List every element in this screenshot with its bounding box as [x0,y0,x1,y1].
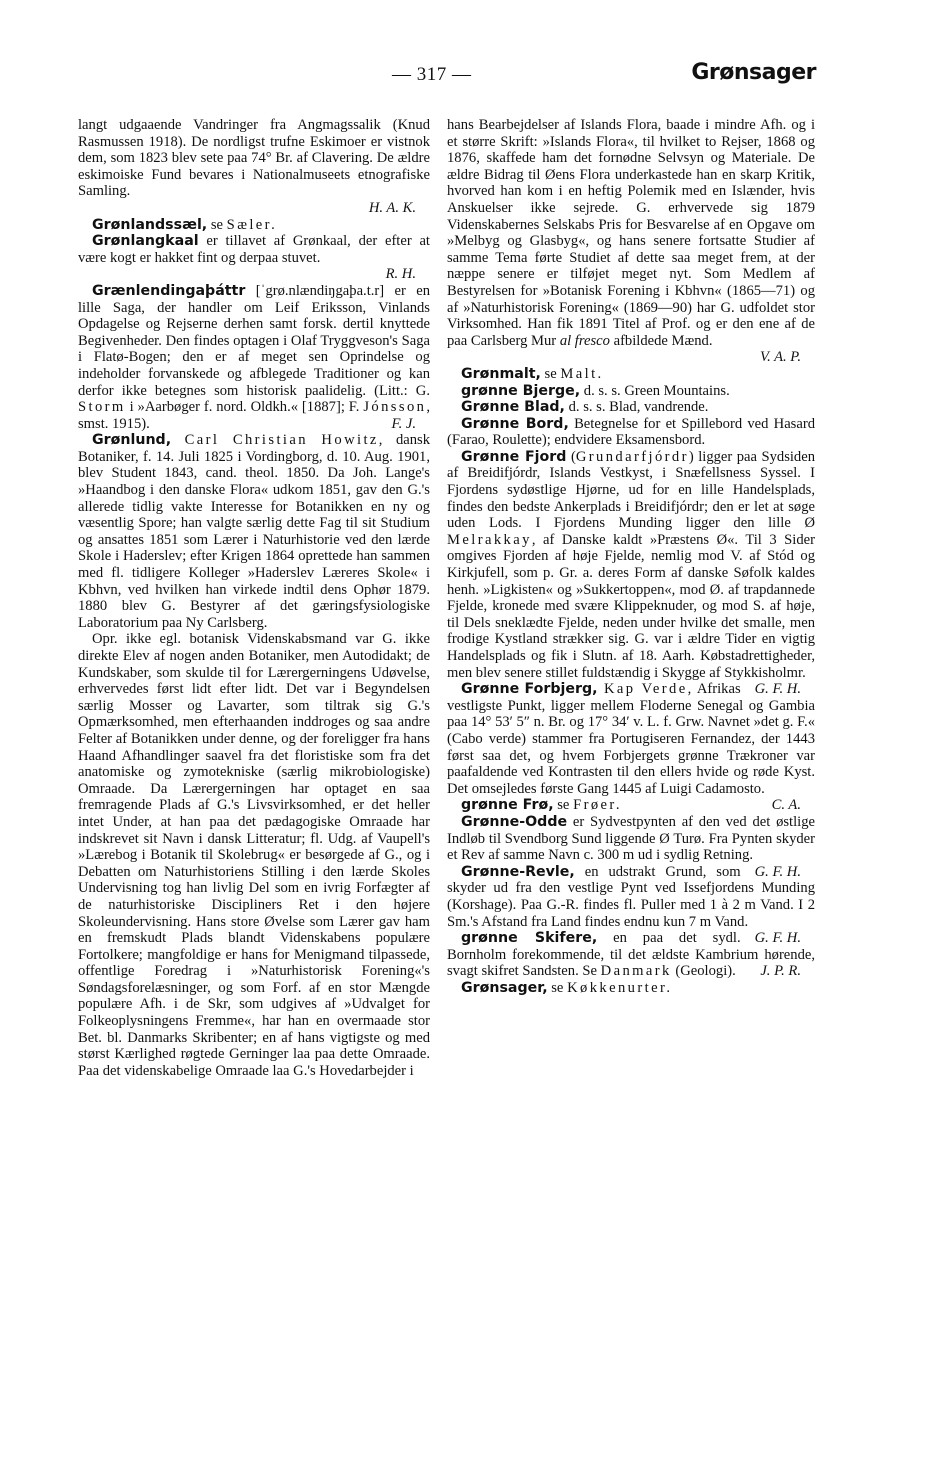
cross-reference: Køkkenurter. [567,979,673,996]
entry-text: hans Bearbejdelser af Islands Flora, baade i mindre Afh. og i et større Skrift: »Islands Flora«, til hvilket to Rejser, 1868 og 1876, skaffede ham det fornødne Selvsyn og Materiale. De ældre Bidrag til Øens Flora underkastede han en skarp Kritik, hvorved han kom i en heftig Polemik med en Islænder, hvis Anskuelser ikke sejrede. G. erhvervede sig 1879 Videnskabernes Selskabs Pris for Besvarelse af en Opgave om »Melbyg og Glasbyg«, og hans senere fortsatte Studier af samme Tema førte Studiet af dette saa meget frem, at der næppe senere er tilføjet meget nyt. Som Medlem af Bestyrelsen for »Botanisk Forening i Kbhvn« (1865—71) og af »Naturhistorisk Forening« (1869—90) har G. udfoldet stor Virksomhed. Han fik 1891 Titel af Prof. og er den ene af de paa Carlsberg Mur [447,117,815,349]
right-column [447,117,815,996]
author-signature: G. F. H. [754,930,801,947]
headword: grønne Skifere, [461,930,598,947]
entry-gronne-fro: grønne Frø, se Frøer. [461,797,622,814]
running-head: Grønsager [691,60,816,85]
headword: Grønlandssæl, [92,216,208,233]
entry-gronmalt: Grønmalt, se Malt. [461,365,604,382]
author-signature: R. H. [385,266,416,283]
entry-gronlandssael: Grønlandssæl, se Sæler. [92,216,278,233]
entry-gronne-forbjerg: Grønne Forbjerg, Kap Verde, Afrikas vestligste Punkt, ligger mellem Floderne Senegal og Gambia paa 14° 53′ 5″ n. Br. og 17° 34′ v. L. f. Grw. Navnet »det g. F.« (Cabo verde) stammer fra Portugiseren Fernandez, der 1443 først saa det, og hvem Forbjergets grønne Trækroner var paafaldende ved Kontrasten til den ellers hvide og røde Kyst. Det omsejledes første Gang 1445 af Luigi Cadamosto. C. A. [447,681,815,814]
author-signature: C. A. [771,797,801,814]
entry-gronsager: Grønsager, se Køkkenurter. [461,979,673,996]
entry-gronne-revle: Grønne-Revle, en udstrakt Grund, som skyder ud fra den vestlige Pynt ved Issefjordens Munding (Korshage). Paa G.-R. findes fl. Puller med 1 à 2 m Vand. I 2 Sm.'s Afstand fra Land findes endnu kun 7 m Vand. G. F. H. [447,863,815,947]
author-signature: F. J. [391,415,416,432]
cross-reference: Sæler. [226,216,278,233]
headword: Grønlangkaal [92,233,199,250]
entry-text: er tillavet af Grønkaal, der efter at være kogt er hakket fint og derpaa stuvet. [78,233,430,266]
headword: grønne Bjerge, [461,382,581,399]
headword: Grønlund, [92,432,172,449]
entry-gronne-bjerge: grønne Bjerge, d. s. s. Green Mountains. [461,382,730,399]
headword: grønne Frø, [461,797,554,814]
cross-reference: Danmark [600,963,672,980]
headword: Grønsager, [461,979,548,996]
entry-gronne-bord: Grønne Bord, Betegnelse for et Spillebord ved Hasard (Farao, Roulette); endvidere Eksamensbord. [447,415,815,449]
headword: Grønne Forbjerg, [461,681,598,698]
entry-gronlund [78,432,430,631]
entry-text: dansk Botaniker, f. 14. Juli 1825 i Vordingborg, d. 10. Aug. 1901, blev Student 1843, cand. theol. 1850. Da Joh. Lange's »Haandbog i den danske Flora« udkom 1851, gav den G.'s allerede tidlig vakte Interesse for Botanikken en ny og væsentlig Spore; han valgte særlig dette Fag til sit Studium og ansattes 1851 som Lærer i Naturhistorie ved den lærde Skole i Haderslev; efter Krigen 1864 oprettede han sammen med fl. tidligere Kolleger »Haderslev Læreres Skole« i Kbhvn, ved hvilken han virkede indtil dens Ophør 1879. 1880 blev G. Bestyrer af det gæringsfysiologiske Laboratorium paa Ny Carlsberg. [78,432,431,631]
author-signature: G. F. H. [754,681,801,698]
page-number: — 317 — [392,64,472,85]
cross-reference: Frøer. [573,797,622,814]
continued-entry [78,117,430,217]
headword: Grønne Fjord [461,448,567,465]
author-signature: H. A. K. [368,199,416,216]
entry-text: [ˈgrø.nlændiŋgaþa.t.r] er en lille Saga, der handler om Leif Eriksson, Vinlands Opdagelse og Rejserne derhen samt forsk. dertil knyttede Begivenheder. Den findes optagen i Olaf Tryggveson's Saga i Flatø-Bogen; den er af meget sen Oprindelse og indeholder forvanskede og afblegede Traditioner og kan derfor ikke betegnes som historisk paalidelig. (Litt.: G. [78,282,430,399]
entry-gronne-skifere: grønne Skifere, en paa det sydl. Bornholm forekommende, til det ældste Kambrium hørende, svagt skifret Sandsten. Se Danmark (Geologi). J. P. R. [447,930,815,980]
author-signature: J. P. R. [760,963,801,980]
entry-graenlendingathattr: Grænlendingaþáttr [ˈgrø.nlændiŋgaþa.t.r] er en lille Saga, der handler om Leif Eriksson, Vinlands Opdagelse og Rejserne derhen samt forsk. dertil knyttede Begivenheder. Den findes optagen i Olaf Tryggveson's Saga i Flatø-Bogen; den er af meget sen Oprindelse og indeholder forvanskede og afblegede Traditioner og kan derfor ikke betegnes som historisk paalidelig. (Litt.: G. Storm i »Aarbøger f. nord. Oldkh.« [1887]; F. Jónsson, smst. 1915). F. J. [78,282,430,432]
entry-gronlangkaal [78,233,430,283]
headword: Grønne-Revle, [461,863,575,880]
author-signature: V. A. P. [760,349,801,366]
headword: Grønne Bord, [461,415,569,432]
author-signature: G. F. H. [754,863,801,880]
entry-gronlund-paragraph: Opr. ikke egl. botanisk Videnskabsmand var G. ikke direkte Elev af nogen anden Botaniker, men Autodidakt; de Kundskaber, som skulde til for Lærergerningens Udøvelse, erhvervedes først lidt efter lidt. Det var i Begyndelsen særlig Mosser og Lavarter, som tiltrak sig G.'s Opmærksomhed, men efterhaanden inddroges og saa andre Felter af Botanikken under denne, og der foreligger fra hans Haand Afhandlinger saavel fra det floristiske som fra det anatomiske og zymotekniske (særlig mikrobiologiske) Omraade. Da Lærergerningen har optaget en saa fremragende Plads af G.'s Livsvirksomhed, er det heller intet Under, at han paa det pædagogiske Omraade har indskrevet sit Navn i dansk Litteratur; fl. Udg. af Vaupell's »Lærebog i Botanik til Skolebrug« er besørgede af G., og i Debatten om Naturhistoriens Stilling i den lærde Skoles Undervisning tog han livlig Del som en ivrig Forfægter af de naturhistoriske Discipliners Ret i den højere Skoleundervisning. Hans store Øvelse som Lærer gav ham en fremskudt Plads blandt Videnskabens populære Fortolkere; mangfoldige er hans for Menigmand tilpassede, offentlige Foredrag i »Naturhistorisk Forening«'s Søndagsforelæsninger, og som Forf. af en stor Mængde populære Afh. i de Skr, som udgives af »Udvalget for Folkeoplysningens Fremme«, har han en overmaade stor Bet. bl. Danmarks Skribenter; en af hans vigtigste og med størst Kærlighed røgtede Gerninger laa paa dette Omraade. Paa det videnskabelige Omraade laa G.'s Hovedarbejder i [78,631,430,1079]
entry-gronne-blad: Grønne Blad, d. s. s. Blad, vandrende. [461,399,709,416]
continued-entry: hans Bearbejdelser af Islands Flora, baade i mindre Afh. og i et større Skrift: »Islands Flora«, til hvilket to Rejser, 1868 og 1876, skaffede ham det fornødne Selvsyn og Materiale. De ældre Bidrag til Øens Flora underkastede han en skarp Kritik, hvorved han kom i en heftig Polemik med en Islænder, hvis Anskuelser ikke sejrede. G. erhvervede sig 1879 Videnskabernes Selskabs Pris for Besvarelse af en Opgave om »Melbyg og Glasbyg«, og hans senere fortsatte Studier af samme Tema førte Studiet af dette saa meget frem, at der næppe senere er tilføjet meget nyt. Som Medlem af Bestyrelsen for »Botanisk Forening i Kbhvn« (1865—71) og af »Naturhistorisk Forening« (1869—90) har G. udfoldet stor Virksomhed. Han fik 1891 Titel af Prof. og er den ene af de paa Carlsberg Mur al fresco afbildede Mænd. V. A. P. [447,117,815,366]
left-column [78,117,430,1079]
headword: Grønne Blad, [461,399,565,416]
entry-text: langt udgaaende Vandringer fra Angmagssalik (Knud Rasmussen 1918). De nordligst trufne Eskimoer er vistnok dem, som 1823 blev sete paa 74° Br. af Clavering. De ældre eskimoiske Fund bevares i Nationalmuseets etnografiske Samling. [78,117,430,200]
headword: Grænlendingaþáttr [92,282,246,299]
headword: Grønne-Odde [461,813,568,830]
person-name: Carl Christian Howitz, [171,432,385,449]
entry-gronne-odde: Grønne-Odde er Sydvestpynten af den ved det østlige Indløb til Svendborg Sund liggende Ø Turø. Fra Pynten skyder et Rev af samme Navn c. 300 m ud i sydlig Retning. G. F. H. [447,813,815,880]
entry-gronne-fjord: Grønne Fjord (Grundarfjórdr) ligger paa Sydsiden af Breidifjórdr, Islands Vestkyst, i Snæfellsness Syssel. I Fjordens sydøstlige Hjørne, ud for en lille Handelsplads, findes den bedste Ankerplads i Breidifjórdr; den er let at søge uden Lods. I Fjordens Munding ligger den lille Ø Melrakkay, af Danske kaldt »Præstens Ø«. Til 3 Sider omgives Fjorden af høje Fjelde, nemlig mod V. af Stód og Kirkjufell, som p. Gr. a. deres Form af danske Søfolk kaldes henh. »Ligkisten« og »Sukkertoppen«, mod Ø. af trapdannede Fjelde, kronede med svære Klippeknuder, og mod S. af høje, til Dels sneklædte Fjelde, neden under hvilke det smalle, men frodige Kystland strækker sig. G. var i ældre Tider en vigtig Handelsplads og fik i Slutn. af 18. Aarh. Købstadrettigheder, men blev senere stillet fuldstændig i Skygge af Stykkisholmr. G. F. H. [447,448,815,698]
headword: Grønmalt, [461,365,541,382]
cross-reference: Malt. [560,365,604,382]
